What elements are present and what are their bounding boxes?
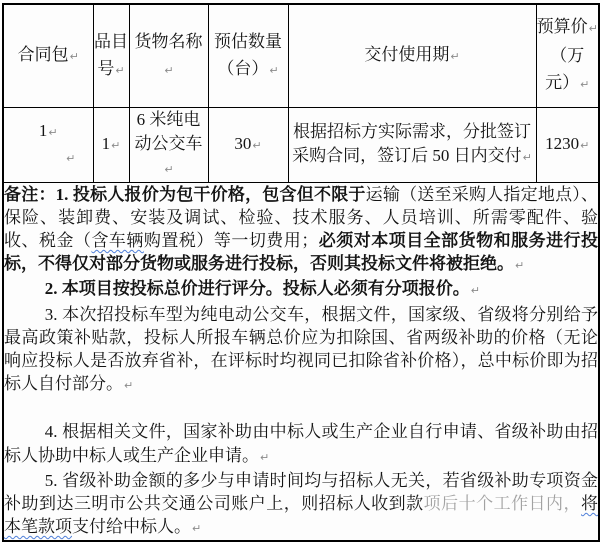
note-text-segment: 备注：1. 投标人报价为包干价格，包含但不限于 <box>4 184 366 204</box>
note-paragraph <box>4 277 598 302</box>
notes-cell <box>3 182 599 541</box>
paragraph-mark: ↵ <box>69 50 79 64</box>
note-text-segment: 项后十个工作日内， <box>423 493 582 513</box>
note-text-segment: 支付给中标人。 <box>72 517 191 537</box>
note-text-segment: 将本笔款项 <box>4 493 599 537</box>
cell-value: 动公交车 <box>134 133 203 153</box>
table-data-row <box>3 107 599 182</box>
header-label: 元） <box>545 73 580 93</box>
paragraph-mark: ↵ <box>522 150 532 164</box>
table-notes-row <box>3 182 599 541</box>
header-goods-name <box>129 4 208 107</box>
paragraph-mark: ↵ <box>164 63 174 77</box>
paragraph-mark: ↵ <box>588 22 598 36</box>
note-paragraph <box>4 303 598 398</box>
header-estimated-quantity <box>208 4 288 107</box>
note-text-segment: 2. 本项目按投标总价进行评分。投标人必须有分项报价。 <box>44 279 470 299</box>
paragraph-mark: ↵ <box>66 151 76 165</box>
cell-value: 1 <box>38 120 48 140</box>
note-text-segment: 含车辆 <box>91 230 144 250</box>
header-label: （万 <box>550 46 585 66</box>
cell-goods-name <box>129 107 208 182</box>
note-text-segment: 运输（送至采购人指定地点）、保险、装卸费、安装及调试、检验、技术服务、人员培训、所需零配件、验收、税金（ <box>4 184 599 250</box>
note-text-segment: 4. 根据相关文件，国家补助由中标人或生产企业自行申请、省级补助由招标人协助中标人或生产企业申请。 <box>4 422 598 465</box>
header-delivery-period <box>288 4 536 107</box>
cell-value: 30 <box>234 133 252 153</box>
paragraph-mark: ↵ <box>252 138 262 152</box>
paragraph-mark: ↵ <box>580 78 590 92</box>
header-item-number <box>93 4 129 107</box>
header-contract-package <box>3 4 93 107</box>
paragraph-mark: ↵ <box>470 284 481 298</box>
cell-item-number <box>93 107 129 182</box>
header-label: 预算价 <box>536 17 588 37</box>
header-label: 品目号 <box>94 31 128 78</box>
note-paragraph <box>4 183 598 278</box>
table-header-row <box>3 4 599 107</box>
cell-value: 6 米纯电 <box>136 109 201 129</box>
paragraph-mark: ↵ <box>269 63 279 77</box>
header-label: 交付使用期 <box>364 45 450 65</box>
cell-budget-price <box>536 107 599 182</box>
cell-delivery-period <box>288 107 536 182</box>
cell-estimated-quantity <box>208 107 288 182</box>
paragraph-mark: ↵ <box>260 450 270 464</box>
header-label: 预估数量 <box>214 31 282 51</box>
cell-value: 根据招标方实际需求，分批签订 <box>293 121 531 141</box>
cell-value: 采购合同，签订后 50 日内交付 <box>292 145 522 165</box>
paragraph-mark: ↵ <box>115 63 125 77</box>
header-budget-price <box>536 4 599 107</box>
paragraph-mark: ↵ <box>48 125 58 139</box>
header-label: （台） <box>217 58 269 78</box>
paragraph-mark: ↵ <box>515 259 525 273</box>
paragraph-mark: ↵ <box>164 162 174 176</box>
cell-value: 1 <box>101 133 111 153</box>
note-paragraph <box>4 420 598 468</box>
procurement-table <box>2 3 600 542</box>
paragraph-mark: ↵ <box>111 138 121 152</box>
note-text-segment: 必须对本项目全部货物和服务进行投标，不得仅对部分货物或服务进行投标，否则其投标文件将被拒绝。 <box>4 230 599 274</box>
paragraph-mark: ↵ <box>124 379 134 393</box>
note-paragraph <box>4 469 598 541</box>
note-text-segment: 3. 本次招投标车型为纯电动公交车，根据文件，国家级、省级将分别给予最高政策补贴款，投标人所报车辆总价应为扣除国、省两级补助的价格（无论响应投标人是否放弃省补，在评标时均视同已扣除省补价格），总中标价即为招标人自付部分。 <box>4 304 598 394</box>
cell-value: 1230 <box>545 133 580 153</box>
paragraph-mark: ↵ <box>580 138 590 152</box>
cell-contract-package <box>3 107 93 182</box>
paragraph-mark: ↵ <box>192 522 202 536</box>
header-label: 合同包 <box>17 45 69 65</box>
note-text-segment: 5. 省级补助金额的多少与申请时间均与招标人无关，若省级补助专项资金补助到达三明市公共交通公司账户上，则招标人收到款 <box>4 470 598 513</box>
paragraph-mark: ↵ <box>450 50 460 64</box>
note-text-segment: 购置税）等一切费用； <box>143 230 319 250</box>
header-label: 货物名称 <box>134 31 203 51</box>
